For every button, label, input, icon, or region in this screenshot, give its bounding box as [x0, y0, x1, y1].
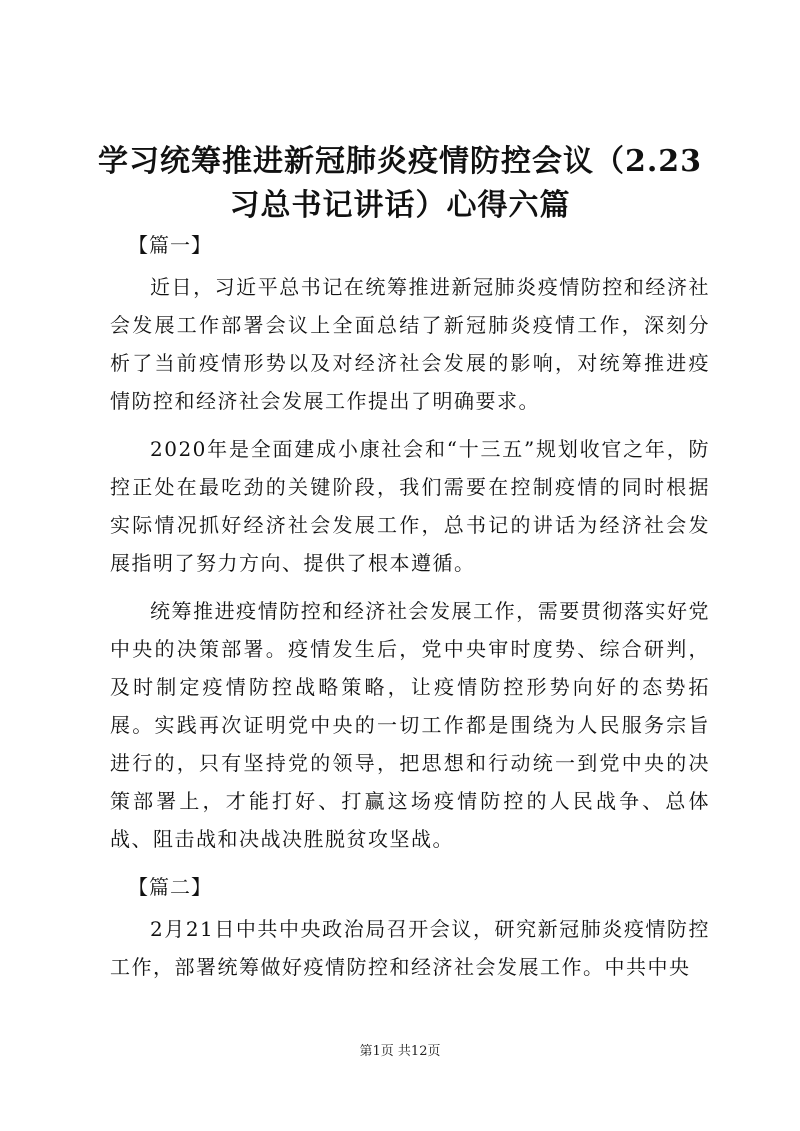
paragraph-2: 2020年是全面建成小康社会和“十三五”规划收官之年，防控正处在最吃劲的关键阶段，我们需要在控制疫情的同时根据实际情况抓好经济社会发展工作，总书记的讲话为经济社会发展指明了努力方向、提供了根本遵循。 [110, 437, 710, 575]
paragraph-3: 统筹推进疫情防控和经济社会发展工作，需要贯彻落实好党中央的决策部署。疫情发生后，党中央审时度势、综合研判，及时制定疫情防控战略策略，让疫情防控形势向好的态势拓展。实践再次证明党中央的一切工作都是围绕为人民服务宗旨进行的，只有坚持党的领导，把思想和行动统一到党中央的决策部署上，才能打好、打赢这场疫情防控的人民战争、总体战、阻击战和决战决胜脱贫攻坚战。 [110, 599, 710, 851]
paragraph-4: 2月21日中共中央政治局召开会议，研究新冠肺炎疫情防控工作，部署统筹做好疫情防控和经济社会发展工作。中共中央 [110, 917, 710, 979]
section-heading-2: 【篇二】 [128, 875, 212, 899]
title-line-1: 学习统筹推进新冠肺炎疫情防控会议（2.23 [97, 144, 703, 179]
page-footer: 第1页 共12页 [359, 1044, 441, 1059]
document-title [90, 140, 710, 228]
paragraph-1: 近日，习近平总书记在统筹推进新冠肺炎疫情防控和经济社会发展工作部署会议上全面总结了新冠肺炎疫情工作，深刻分析了当前疫情形势以及对经济社会发展的影响，对统筹推进疫情防控和经济社会发展工作提出了明确要求。 [110, 275, 710, 413]
title-line-2: 习总书记讲话）心得六篇 [229, 188, 571, 223]
section-heading-1: 【篇一】 [128, 233, 212, 257]
